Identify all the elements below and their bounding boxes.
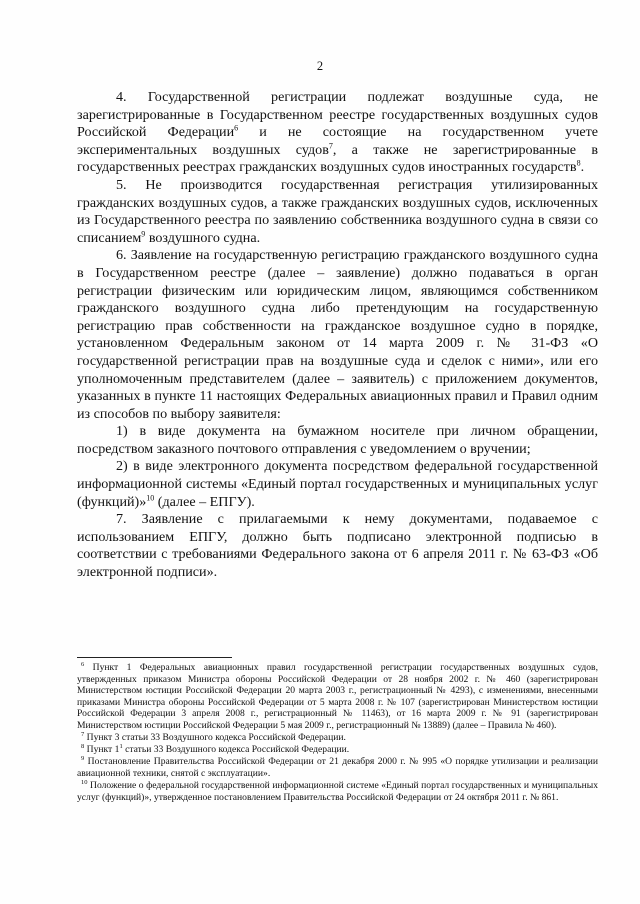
paragraph-text: 4. Государственной регистрации подлежат воздушные суда, не зарегистрированные в Государственном реестре государственных воздушных судов Российской Федерации: [77, 89, 598, 141]
footnotes: [77, 662, 598, 804]
footnote-text: Пункт 1: [84, 744, 120, 756]
footnote-6: [77, 662, 598, 732]
paragraph-text: 5. Не производится государственная регистрация утилизированных гражданских воздушных судов, а также гражданских воздушных судов, исключенных из Государственного реестра по заявлению собственника воздушного судна в связи со списанием: [77, 176, 598, 246]
footnote-mark: 8: [81, 742, 85, 750]
footnote-text: статьи 33 Воздушного кодекса Российской Федерации.: [122, 744, 350, 756]
footnote-text: Пункт 1 Федеральных авиационных правил государственной регистрации государственных воздушных судов, утвержденных приказом Министра обороны Российской Федерации от 28 ноября 2002 г. № 460 (зарегистрирован Министерством юстиции Российской Федерации 20 марта 2003 г., регистрационный № 4293), с изменениями, внесенными приказами Министра обороны Российской Федерации от 5 марта 2008 г. № 107 (зарегистрирован Министерством юстиции Российской Федерации 3 апреля 2008 г., регистрационный № 11463), от 16 марта 2009 г. № 91 (зарегистрирован Министерством юстиции Российской Федерации 5 мая 2009 г., регистрационный № 13889) (далее – Правила № 460).: [77, 662, 598, 731]
footnote-7: [77, 732, 598, 744]
document-body: [77, 89, 598, 582]
paragraph-text: воздушного судна.: [145, 229, 261, 246]
paragraph-6-item-1: 1) в виде документа на бумажном носителе при личном обращении, посредством заказного почтового отправления с уведомлением о вручении;: [77, 423, 598, 457]
footnote-text: Постановление Правительства Российской Федерации от 21 декабря 2000 г. № 995 «О порядке утилизации и реализации авиационной техники, снятой с эксплуатации».: [77, 756, 598, 779]
paragraph-text: (далее – ЕПГУ).: [154, 493, 255, 510]
paragraph-7: 7. Заявление с прилагаемыми к нему документами, подаваемое с использованием ЕПГУ, должно быть подписано электронной подписью в соответствии с требованиями Федерального закона от 6 апреля 2011 г. № 63-ФЗ «Об электронной подписи».: [77, 511, 598, 581]
footnote-mark: 6: [81, 660, 85, 668]
footnote-ref: 10: [146, 492, 155, 502]
footnote-ref: 6: [234, 123, 239, 133]
paragraph-text: .: [580, 159, 585, 176]
footnote-separator: [77, 657, 232, 658]
footnote-text: Пункт 3 статьи 33 Воздушного кодекса Российской Федерации.: [84, 732, 346, 744]
footnote-ref: 9: [141, 229, 146, 239]
footnote-text: Положение о федеральной государственной информационной системе «Единый портал государственных и муниципальных услуг (функций)», утвержденное постановлением Правительства Российской Федерации от 24 октября 2011 г. № 861.: [77, 779, 598, 803]
footnote-9: [77, 756, 598, 779]
paragraph-4: [77, 89, 598, 177]
paragraph-text: , а также не зарегистрированные в государственных реестрах гражданских воздушных судов иностранных государств: [77, 141, 599, 176]
page-number: 2: [316, 59, 324, 73]
paragraph-text: 2) в виде электронного документа посредством федеральной государственной информационной системы «Единый портал государственных и муниципальных услуг (функций)»: [77, 458, 598, 510]
paragraph-text: и не состоящие на государственном учете экспериментальных воздушных судов: [77, 124, 598, 158]
footnote-mark: 1: [119, 742, 123, 750]
paragraph-6: 6. Заявление на государственную регистрацию гражданского воздушного судна в Государственном реестре (далее – заявление) должно подаваться в орган регистрации физическим или юридическим лицом, являющимся собственником гражданского воздушного судна либо претендующим на государственную регистрацию прав собственности на гражданское воздушное судно в порядке, установленном Федеральным законом от 14 марта 2009 г. № 31-ФЗ «О государственной регистрации прав на воздушные суда и сделок с ними», или его уполномоченным представителем (далее – заявитель) с приложением документов, указанных в пункте 11 настоящих Федеральных авиационных правил и Правил одним из способов по выбору заявителя:: [77, 247, 598, 422]
footnote-8: [77, 744, 598, 756]
footnote-mark: 7: [81, 730, 85, 738]
footnote-mark: 10: [81, 778, 88, 786]
paragraph-5: [77, 177, 598, 247]
footnote-mark: 9: [81, 755, 85, 763]
footnote-ref: 7: [328, 141, 333, 151]
footnote-10: [77, 780, 598, 803]
paragraph-6-item-2: [77, 458, 598, 511]
footnote-ref: 8: [576, 158, 581, 168]
